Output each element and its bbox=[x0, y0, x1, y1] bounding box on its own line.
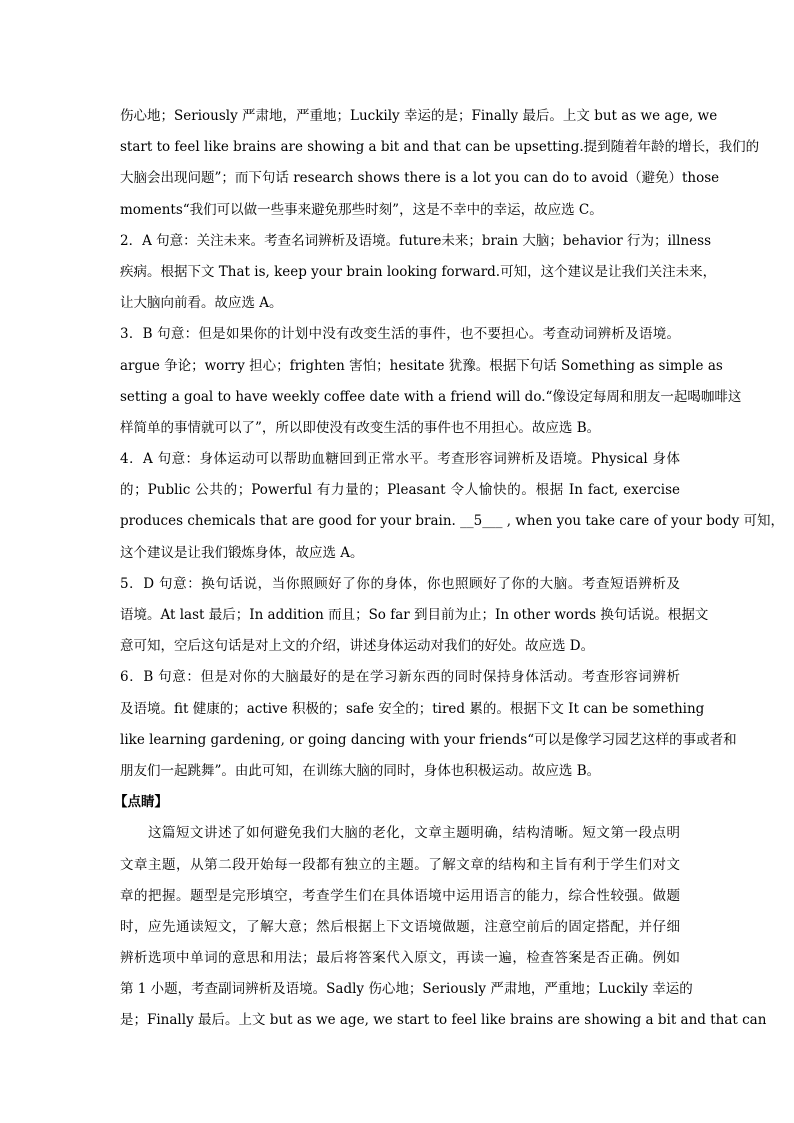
text-line: 样简单的事情就可以了”，所以即使没有改变生活的事件也不用担心。故应选 B。 bbox=[120, 419, 601, 436]
answer-item-3 bbox=[120, 319, 742, 444]
text-line: 辨析选项中单词的意思和用法；最后将答案代入原文，再读一遍，检查答案是否正确。例如 bbox=[120, 950, 680, 967]
text-line: 时，应先通读短文，了解大意；然后根据上下文语境做题，注意空前后的固定搭配，并仔细 bbox=[120, 918, 680, 935]
answer-item-2 bbox=[120, 226, 717, 320]
text-line: 让大脑向前看。故应选 A。 bbox=[120, 295, 283, 312]
text-line: like learning gardening, or going dancing with your friends“可以是像学习园艺这样的事或者和 bbox=[120, 731, 737, 748]
text-line: 第 1 小题，考查副词辨析及语境。Sadly 伤心地；Seriously 严肃地，严重地；Luckily 幸运的 bbox=[120, 981, 693, 998]
text-line: 是；Finally 最后。上文 but as we age, we start to feel like brains are showing a bit and that can bbox=[120, 1012, 767, 1029]
text-line: setting a goal to have weekly coffee date with a friend will do.“像设定每周和朋友一起喝咖啡这 bbox=[120, 388, 742, 405]
commentary-paragraph bbox=[120, 818, 767, 1036]
text-line: 意可知，空后这句话是对上文的介绍，讲述身体运动对我们的好处。故应选 D。 bbox=[120, 638, 595, 655]
text-line: moments“我们可以做一些事来避免那些时刻”，这是不幸中的幸运，故应选 C。 bbox=[120, 201, 603, 218]
answer-explanations bbox=[114, 101, 785, 1037]
answer-item-6 bbox=[120, 662, 737, 787]
text-line: 伤心地；Seriously 严肃地，严重地；Luckily 幸运的是；Finally 最后。上文 but as we age, we bbox=[120, 108, 718, 124]
answer-item-5 bbox=[120, 569, 709, 663]
text-line: 6．B 句意：但是对你的大脑最好的是在学习新东西的同时保持身体活动。考查形容词辨析 bbox=[120, 669, 680, 686]
text-line: 这个建议是让我们锻炼身体，故应选 A。 bbox=[120, 544, 364, 561]
answer-item-4 bbox=[120, 444, 785, 569]
text-line: produces chemicals that are good for your brain. __5___ , when you take care of your body 可知， bbox=[120, 513, 785, 530]
text-line: 大脑会出现问题”；而下句话 research shows there is a lot you can do to avoid（避免）those bbox=[120, 170, 720, 187]
text-line: 2．A 句意：关注未来。考查名词辨析及语境。future未来；brain 大脑；behavior 行为；illness bbox=[120, 232, 712, 249]
text-line: 文章主题，从第二段开始每一段都有独立的主题。了解文章的结构和主旨有利于学生们对文 bbox=[120, 856, 680, 873]
text-line: 章的把握。题型是完形填空，考查学生们在具体语境中运用语言的能力，综合性较强。做题 bbox=[120, 887, 680, 904]
text-line: argue 争论；worry 担心；frighten 害怕；hesitate 犹豫。根据下句话 Something as simple as bbox=[120, 357, 723, 374]
paragraph-q1-continued bbox=[120, 101, 760, 226]
text-line: 4．A 句意：身体运动可以帮助血糖回到正常水平。考查形容词辨析及语境。Physical 身体 bbox=[120, 451, 680, 468]
text-line: 这篇短文讲述了如何避免我们大脑的老化，文章主题明确，结构清晰。短文第一段点明 bbox=[148, 825, 680, 842]
text-line: 语境。At last 最后；In addition 而且；So far 到目前为止；In other words 换句话说。根据文 bbox=[120, 607, 709, 623]
text-line: start to feel like brains are showing a bit and that can be upsetting.提到随着年龄的增长，我们的 bbox=[120, 139, 760, 156]
section-heading: 【点睛】 bbox=[114, 794, 168, 811]
text-line: 及语境。fit 健康的；active 积极的；safe 安全的；tired 累的。根据下文 It can be something bbox=[120, 700, 705, 717]
text-line: 疾病。根据下文 That is, keep your brain looking forward.可知，这个建议是让我们关注未来， bbox=[120, 263, 717, 280]
text-line: 3．B 句意：但是如果你的计划中没有改变生活的事件，也不要担心。考查动词辨析及语境。 bbox=[120, 326, 680, 343]
text-line: 5．D 句意：换句话说，当你照顾好了你的身体，你也照顾好了你的大脑。考查短语辨析及 bbox=[120, 575, 680, 592]
text-line: 朋友们一起跳舞”。由此可知，在训练大脑的同时，身体也积极运动。故应选 B。 bbox=[120, 762, 601, 779]
text-line: 的；Public 公共的；Powerful 有力量的；Pleasant 令人愉快的。根据 In fact, exercise bbox=[120, 482, 680, 499]
